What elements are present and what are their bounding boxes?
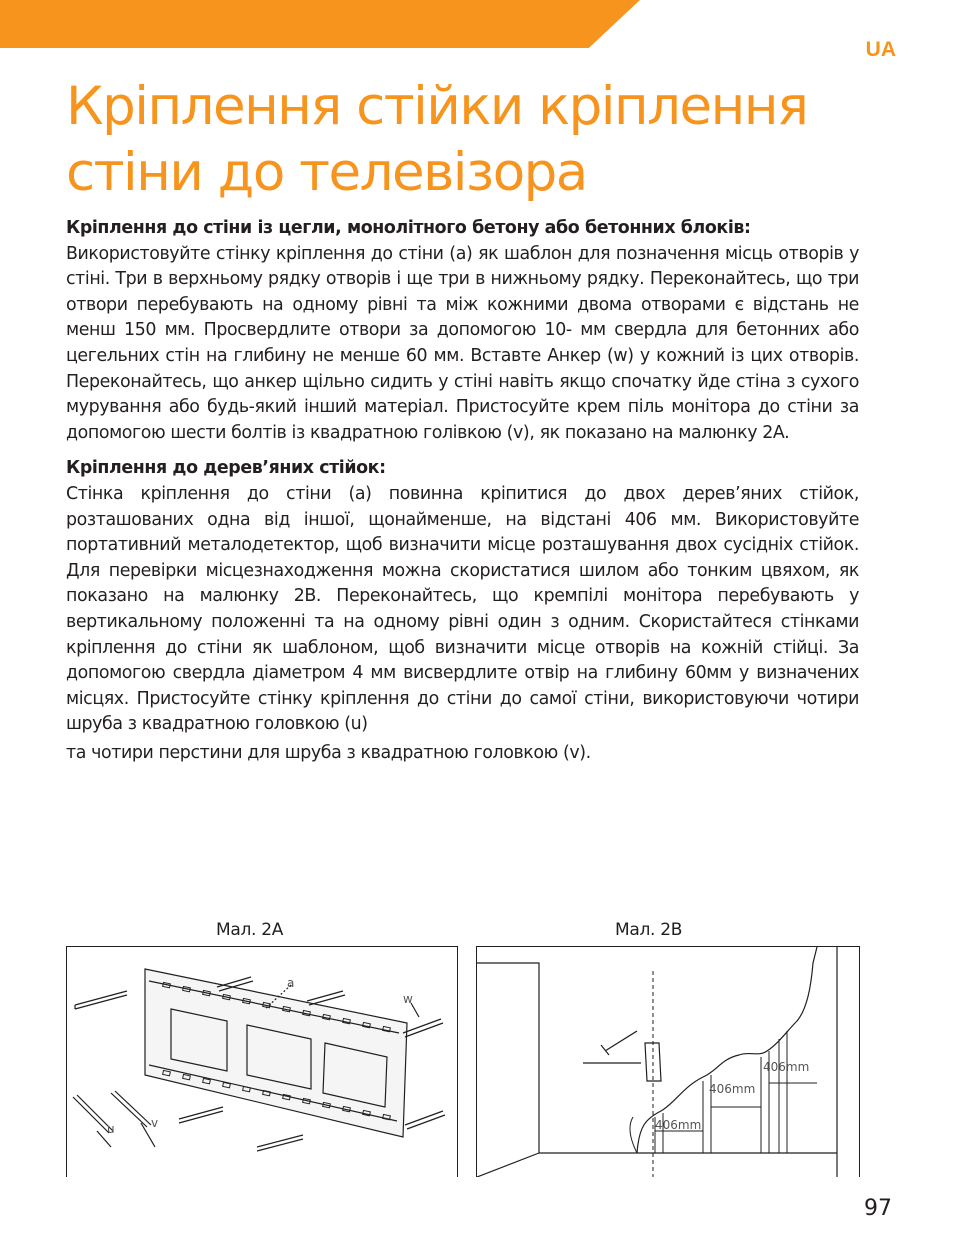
label-w: w (403, 992, 413, 1006)
instructions (66, 216, 859, 778)
page-title: Кріплення стійки кріплення стіни до телевізора (66, 76, 808, 203)
figure-2a (66, 946, 458, 1177)
figure-2b-caption: Мал. 2B (615, 920, 683, 940)
figure-2a-caption: Мал. 2A (216, 920, 284, 940)
label-u: u (107, 1122, 115, 1136)
section-heading-masonry: Кріплення до стіни із цегли, монолітного бетону або бетонних блоків: (66, 218, 751, 238)
dimension-label-1: 406mm (655, 1118, 702, 1132)
figure-2b (476, 946, 860, 1177)
dimension-label-3: 406mm (763, 1060, 810, 1074)
figure-2a-illustration (67, 947, 457, 1177)
page-number: 97 (864, 1196, 892, 1221)
label-v: v (151, 1116, 159, 1130)
figure-2b-illustration (477, 947, 859, 1177)
section-text-wood-studs-last-line: та чотири перстини для шруба з квадратною головкою (v). (66, 742, 591, 763)
dimension-label-2: 406mm (709, 1082, 756, 1096)
section-text-wood-studs: Стінка кріплення до стіни (a) повинна кріпитися до двох дерев’яних стійок, розташованих одна від іншої, щонайменше, на відстані 406 мм. Використовуйте портативний металодетектор, щоб визначити місце розташування двох сусідніх стійок. Для перевірки місцезнаходження можна скористатися шилом або тонким цвяхом, як показано на малюнку 2B. Переконайтесь, що кремпілі монітора перебувають у вертикальному положенні та на одному рівні один з одним. Скористайтеся стінками кріплення до стіни як шаблоном, щоб визначити місце отворів на кожній стійці. За допомогою свердла діаметром 4 мм висвердлите отвір на глибину 60мм у визначених місцях. Пристосуйте стінку кріплення до стіни до самої стіни, використовуючи чотири шруба з квадратною головкою (u) (66, 483, 859, 735)
header-accent-band (0, 0, 640, 48)
section-heading-wood-studs: Кріплення до дерев’яних стійок: (66, 458, 386, 479)
section-text-masonry: Використовуйте стінку кріплення до стіни (a) як шаблон для позначення місць отворів у стіні. Три в верхньому рядку отворів і ще три в нижньому рядку. Переконайтесь, що три отвори перебувають на одному рівні та між кожними двома отворами є відстань не менш 150 мм. Просвердлите отвори за допомогою 10- мм свердла для бетонних або цегельних стін на глибину не менше 60 мм. Вставте Анкер (w) у кожний із цих отворів. Переконайтесь, що анкер щільно сидить у стіні навіть якщо спочатку йде стіна з сухого мурування або будь-який інший матеріал. Пристосуйте крем піль монітора до стіни за допомогою шести болтів із квадратною голівкою (v), як показано на малюнку 2A. (66, 243, 859, 443)
label-a: a (287, 976, 295, 990)
language-code: UA (865, 38, 896, 61)
